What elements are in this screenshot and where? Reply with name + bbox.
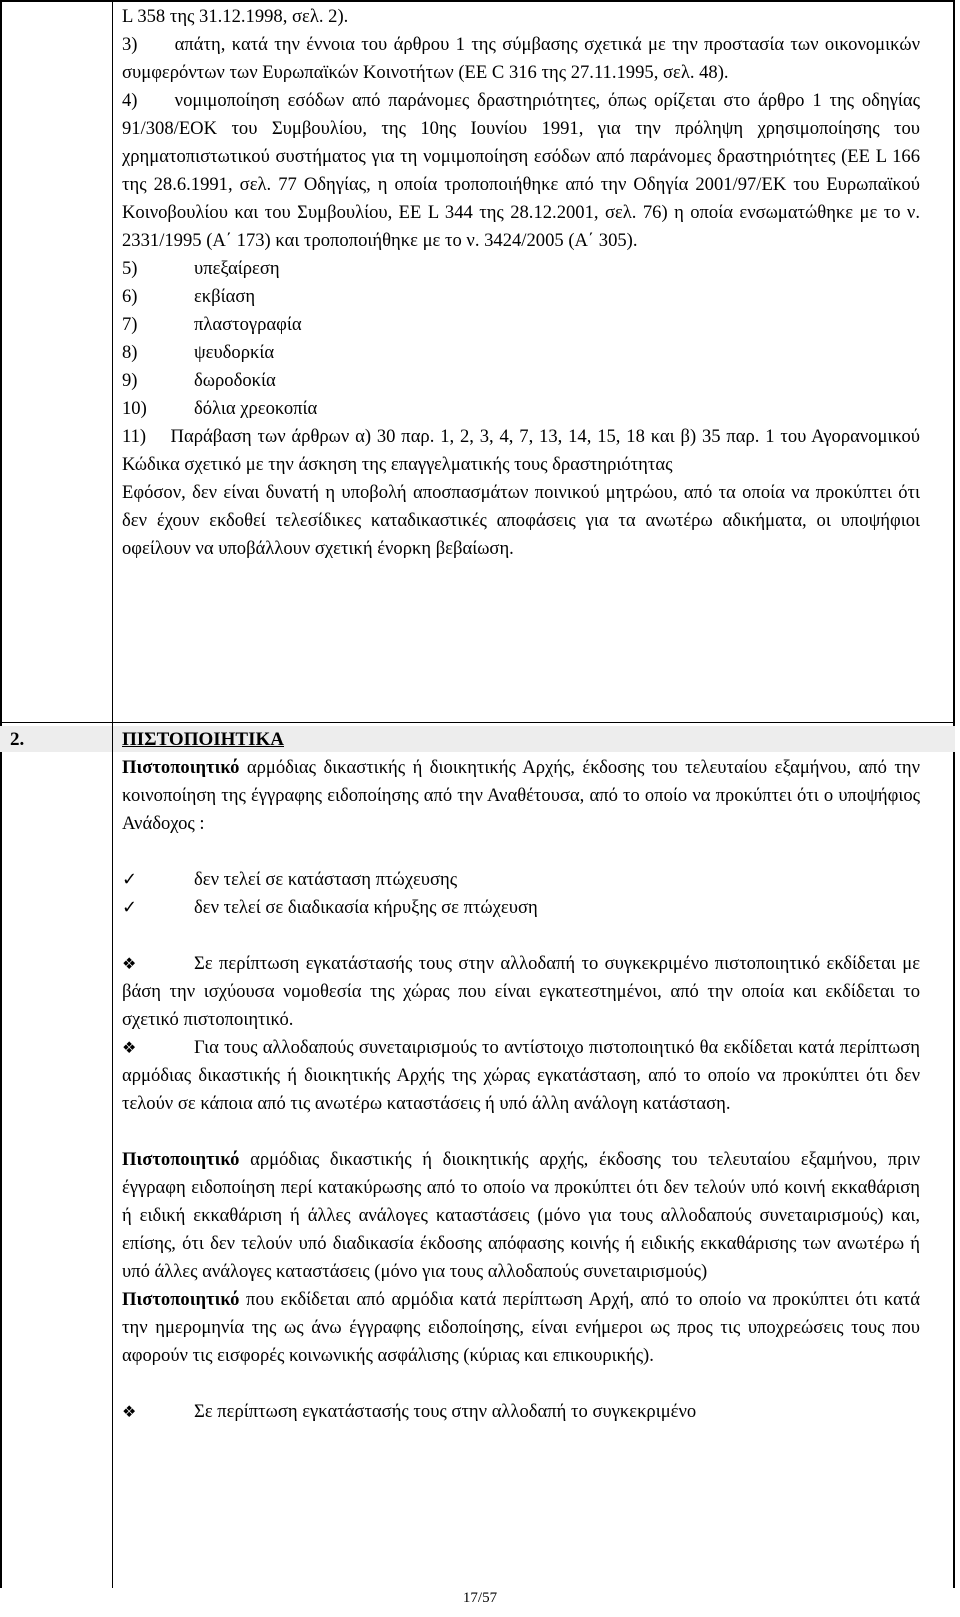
checkmark-icon: ✓	[122, 869, 138, 890]
diamond-bullet-icon: ❖	[122, 1402, 137, 1421]
certificate-paragraph-3: Πιστοποιητικό που εκδίδεται από αρμόδια κατά περίπτωση Αρχή, από το οποίο να προκύπτει ότι κατά την ημερομηνία της ως άνω έγγραφης ειδοποίησης, είναι ενήμεροι ως προς τις υποχρεώσεις τους που αφορούν τις εισφορές κοινωνικής ασφάλισης (κύριας και επικουρικής).	[122, 1289, 920, 1366]
item-11-text: 11) Παράβαση των άρθρων α) 30 παρ. 1, 2, 3, 4, 7, 13, 14, 15, 18 και β) 35 παρ. 1 του Αγορανομικού Κώδικα σχετικό με την άσκηση της επαγγελματικής τους δραστηριότητας	[122, 426, 920, 475]
closing-paragraph: Εφόσον, δεν είναι δυνατή η υποβολή αποσπασμάτων ποινικού μητρώου, από τα οποία να προκύπτει ότι δεν έχουν εκδοθεί τελεσίδικες καταδικαστικές αποφάσεις για τα ανωτέρω αδικήματα, οι υποψήφιοι οφείλουν να υποβάλλουν σχετική ένορκη βεβαίωση.	[122, 482, 920, 559]
offense-list	[122, 255, 920, 423]
checkmark-icon: ✓	[122, 897, 138, 918]
section-title: ΠΙΣΤΟΠΟΙΗΤΙΚΑ	[122, 729, 285, 750]
foreign-note-2: ❖ Για τους αλλοδαπούς συνεταιρισμούς το αντίστοιχο πιστοποιητικό θα εκδίδεται κατά περίπτωση αρμόδιας δικαστικής ή διοικητικής Αρχής της χώρας εγκατάσταση, από το οποίο να προκύπτει ότι δεν τελούν σε κάποια από τις ανωτέρω καταστάσεις ή υπό άλλη ανάλογη κατάσταση.	[122, 1034, 920, 1118]
section-number: 2.	[10, 729, 25, 750]
check-item: ✓ δεν τελεί σε κατάσταση πτώχευσης	[122, 866, 920, 894]
list-item: 6) εκβίαση	[122, 286, 256, 307]
certificate-paragraph-2: Πιστοποιητικό αρμόδιας δικαστικής ή διοικητικής αρχής, έκδοσης του τελευταίου εξαμήνου, πριν έγγραφη ειδοποίηση περί κατακύρωσης από το οποίο να προκύπτει ότι δεν τελούν υπό κοινή εκκαθάριση ή ειδική εκκαθάριση ή άλλες ανάλογες καταστάσεις (μόνο για τους αλλοδαπούς συνεταιρισμούς) και, επίσης, ότι δεν τελούν υπό διαδικασία έκδοσης απόφασης κοινής ή ειδικής εκκαθάρισης των ανωτέρω ή υπό άλλες ανάλογες καταστάσεις (μόνο για τους αλλοδαπούς συνεταιρισμούς)	[122, 1149, 920, 1282]
foreign-note-3: ❖ Σε περίπτωση εγκατάστασής τους στην αλλοδαπή το συγκεκριμένο	[122, 1398, 920, 1426]
continuation-line: L 358 της 31.12.1998, σελ. 2).	[122, 6, 349, 27]
list-item: 5) υπεξαίρεση	[122, 258, 280, 279]
diamond-bullet-icon: ❖	[122, 1038, 137, 1057]
section-2-content	[122, 726, 920, 1426]
list-item: 9) δωροδοκία	[122, 370, 276, 391]
diamond-bullet-icon: ❖	[122, 954, 137, 973]
row-divider	[0, 722, 955, 723]
list-item: 8) ψευδορκία	[122, 342, 275, 363]
list-item: 10) δόλια χρεοκοπία	[122, 398, 318, 419]
list-item: 7) πλαστογραφία	[122, 314, 302, 335]
certificate-paragraph-1: Πιστοποιητικό αρμόδιας δικαστικής ή διοικητικής Αρχής, έκδοσης του τελευταίου εξαμήνου, από την κοινοποίηση της έγγραφης ειδοποίησης από την Αναθέτουσα, από το οποίο να προκύπτει ότι ο υποψήφιος Ανάδοχος :	[122, 757, 920, 834]
item-4-text: 4) νομιμοποίηση εσόδων από παράνομες δραστηριότητες, όπως ορίζεται στο άρθρο 1 της οδηγίας 91/308/ΕΟΚ του Συμβουλίου, της 10ης Ιουνίου 1991, για την πρόληψη χρησιμοποίησης του χρηματοπιστωτικού συστήματος για τη νομιμοποίηση εσόδων από παράνομες δραστηριότητες (ΕΕ L 166 της 28.6.1991, σελ. 77 Οδηγίας, η οποία τροποποιήθηκε από την Οδηγία 2001/97/ΕΚ του Ευρωπαϊκού Κοινοβουλίου και του Συμβουλίου, ΕΕ L 344 της 28.12.2001, σελ. 76) η οποία ενσωματώθηκε με το ν. 2331/1995 (Α΄ 173) και τροποποιήθηκε με το ν. 3424/2005 (Α΄ 305).	[122, 90, 920, 251]
foreign-note-1: ❖ Σε περίπτωση εγκατάστασής τους στην αλλοδαπή το συγκεκριμένο πιστοποιητικό εκδίδεται με βάση την ισχύουσα νομοθεσία της χώρας που είναι εγκατεστημένοι, από την οποία και εκδίδεται το σχετικό πιστοποιητικό.	[122, 950, 920, 1034]
page-number: 17/57	[462, 1590, 498, 1606]
check-item: ✓ δεν τελεί σε διαδικασία κήρυξης σε πτώχευση	[122, 894, 920, 922]
section-1-content	[122, 3, 920, 563]
column-divider	[112, 0, 113, 1588]
item-3-text: 3) απάτη, κατά την έννοια του άρθρου 1 της σύμβασης σχετικά με την προστασία των οικονομικών συμφερόντων των Ευρωπαϊκών Κοινοτήτων (ΕΕ C 316 της 27.11.1995, σελ. 48).	[122, 34, 920, 83]
